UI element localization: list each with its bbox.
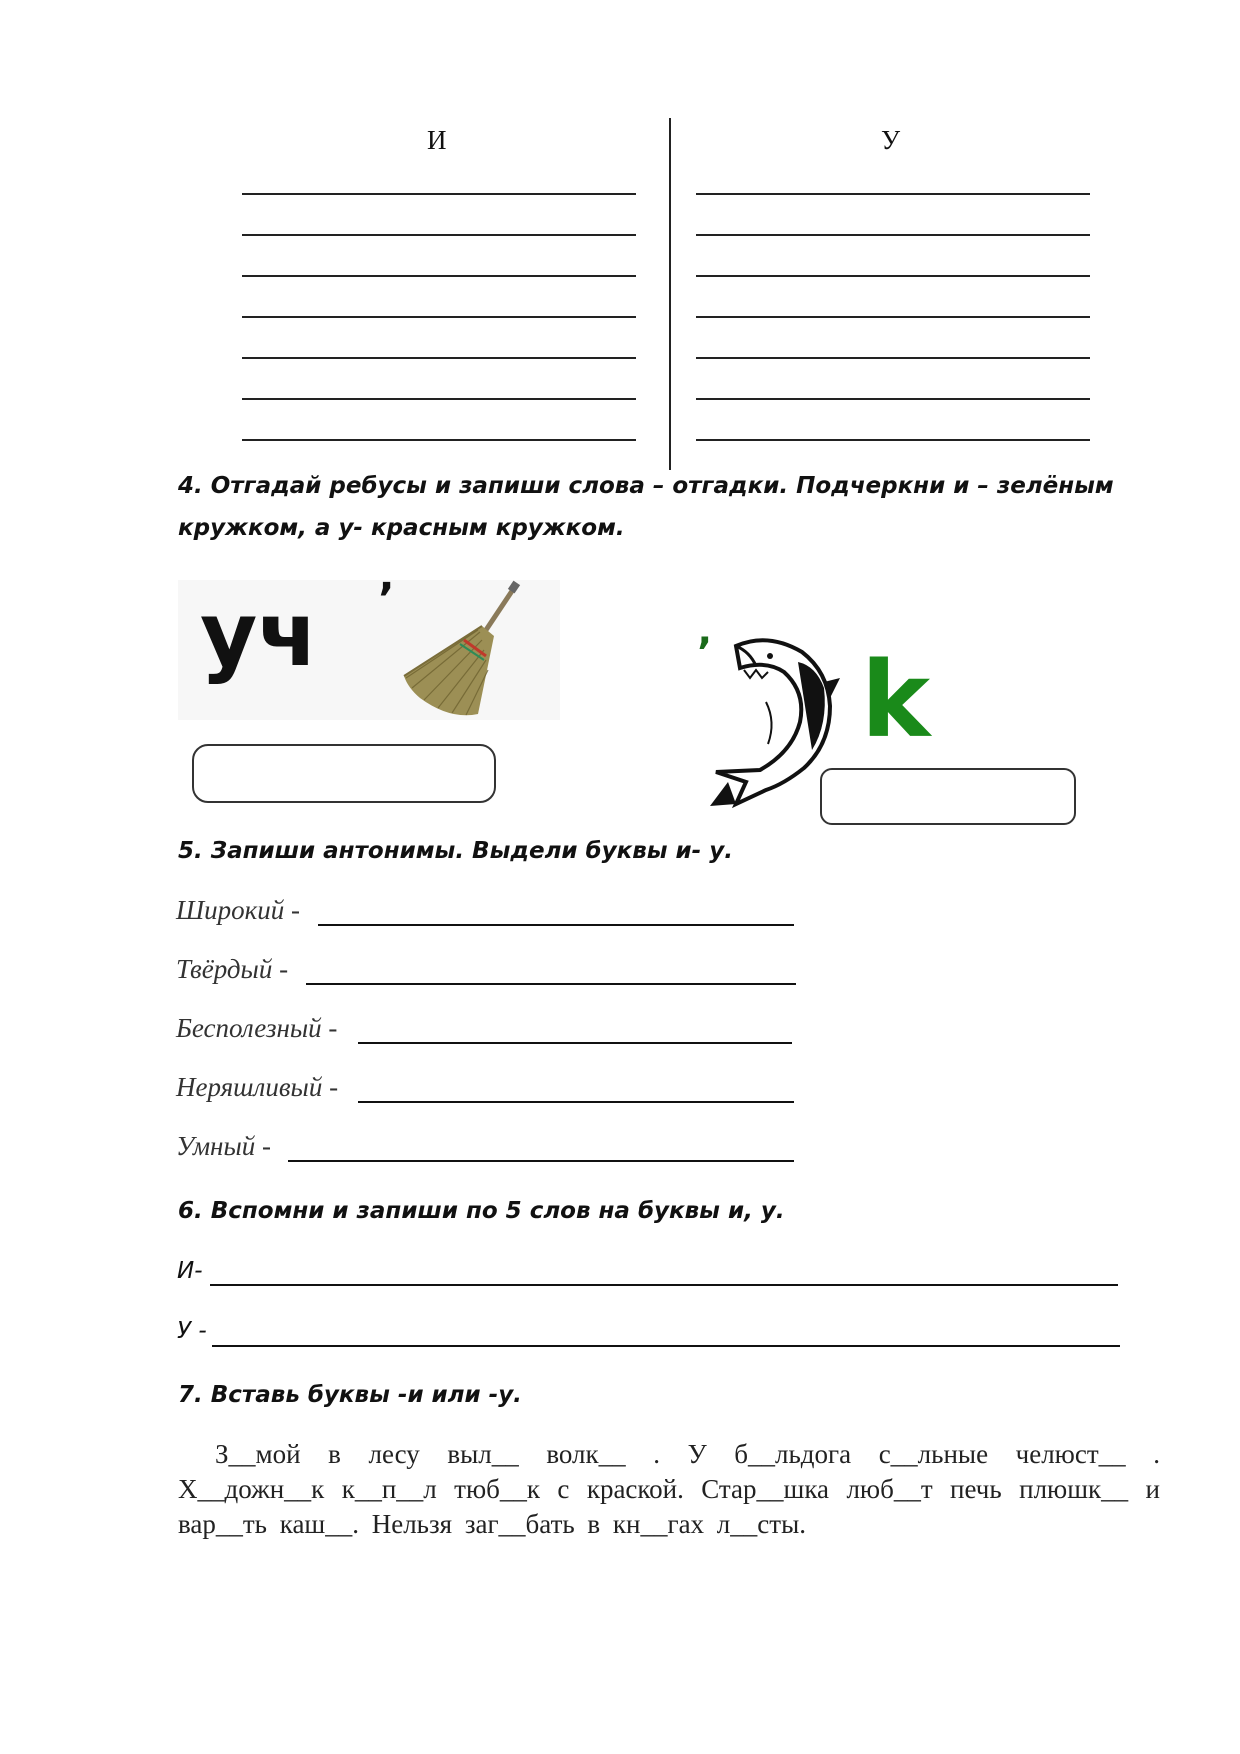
words-i-answer-line[interactable] <box>210 1284 1118 1286</box>
column-header-i: И <box>427 125 447 155</box>
rebus2-answer-box[interactable] <box>820 768 1076 825</box>
task7-heading: 7. Вставь буквы -и или -у. <box>178 1382 522 1408</box>
rebus2-apostrophe: ’ <box>697 630 713 676</box>
task4-line2: кружком, а у- красным кружком. <box>178 515 625 541</box>
words-u-answer-line[interactable] <box>212 1345 1120 1347</box>
answer-line[interactable] <box>242 398 636 400</box>
column-header-u: У <box>881 125 901 155</box>
task4-heading <box>178 465 1114 549</box>
answer-line[interactable] <box>696 193 1090 195</box>
task6-heading: 6. Вспомни и запиши по 5 слов на буквы и, у. <box>178 1198 785 1224</box>
rebus-1 <box>178 574 560 720</box>
antonym-label-1: Широкий - <box>176 895 301 925</box>
answer-line[interactable] <box>696 357 1090 359</box>
answer-line[interactable] <box>696 316 1090 318</box>
antonym-answer-line-3[interactable] <box>358 1042 792 1044</box>
task4-line1: 4. Отгадай ребусы и запиши слова – отгадки. Подчеркни и – зелёным <box>178 473 1114 499</box>
antonym-answer-line-5[interactable] <box>288 1160 794 1162</box>
rebus1-letters: уч <box>200 583 318 686</box>
answer-line[interactable] <box>242 357 636 359</box>
antonym-label-3: Бесполезный - <box>176 1013 338 1043</box>
answer-line[interactable] <box>696 439 1090 441</box>
fill-in-paragraph: З__мой в лесу выл__ волк__ . У б__льдога с__льные челюст__ . Х__дожн__к к__п__л тюб__к с краской. Стар__шка люб__т печь плюшк__ и вар__ть каш__. Нельзя заг__бать в кн__гах л__сты. <box>178 1439 1160 1539</box>
rebus1-apostrophe: ’ <box>378 574 395 625</box>
answer-line[interactable] <box>696 234 1090 236</box>
antonym-label-4: Неряшливый - <box>176 1072 339 1102</box>
antonym-answer-line-2[interactable] <box>306 983 796 985</box>
answer-line[interactable] <box>242 193 636 195</box>
answer-line[interactable] <box>242 439 636 441</box>
answer-line[interactable] <box>242 234 636 236</box>
column-divider <box>669 118 671 470</box>
answer-line[interactable] <box>242 275 636 277</box>
task5-heading: 5. Запиши антонимы. Выдели буквы и- у. <box>178 838 733 864</box>
antonym-answer-line-4[interactable] <box>358 1101 794 1103</box>
answer-line[interactable] <box>242 316 636 318</box>
antonym-label-2: Твёрдый - <box>176 954 289 984</box>
answer-line[interactable] <box>696 275 1090 277</box>
words-u-label: У - <box>177 1318 207 1344</box>
rebus2-letter: k <box>861 639 931 761</box>
antonym-label-5: Умный - <box>176 1131 271 1161</box>
answer-line[interactable] <box>696 398 1090 400</box>
antonym-answer-line-1[interactable] <box>318 924 794 926</box>
rebus1-answer-box[interactable] <box>192 744 496 803</box>
words-i-label: И- <box>177 1258 203 1284</box>
broom-icon <box>390 580 550 720</box>
